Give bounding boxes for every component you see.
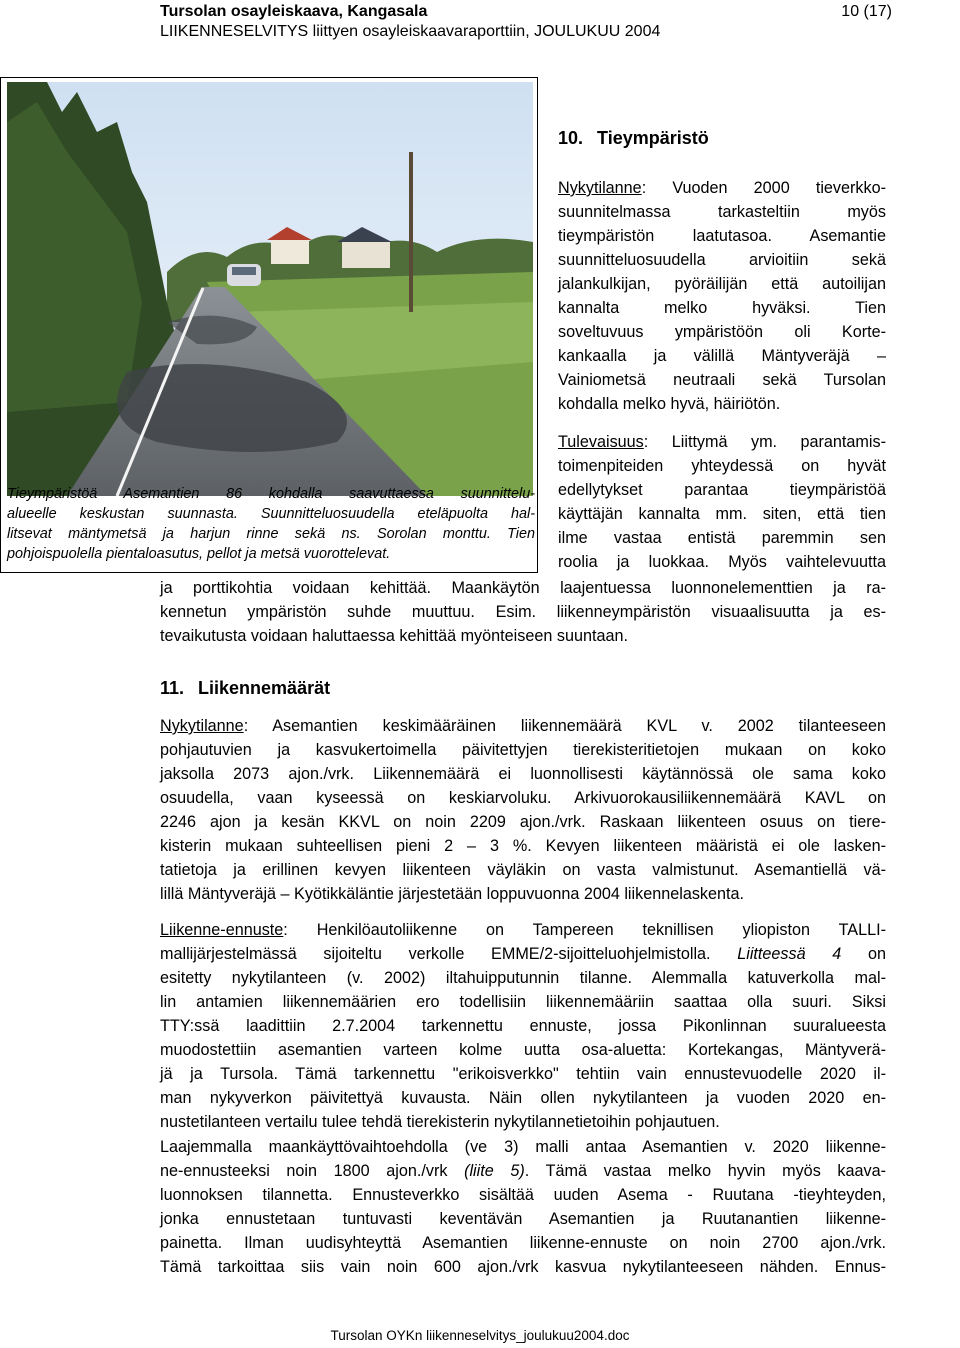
text-line: ne-ennusteeksi noin 1800 ajon./vrk [160, 1162, 465, 1180]
text-line: ja porttikohtia voidaan kehittää. Maankäytön laajentuessa luonnonelementtien ja ra- [160, 579, 886, 597]
figure-caption [7, 484, 535, 564]
text-line: suunnitteluosuudella arvioitiin sekä [558, 251, 886, 269]
text-line: toimenpiteiden yhteydessä on hyvät [558, 457, 886, 475]
text-line: Tämä tarkoittaa siis vain noin 600 ajon./vrk kasvua nykytilanteeseen nähden. Ennus- [160, 1258, 886, 1276]
text-line: painetta. Ilman uudisyhteyttä Asemantien liikenne-ennuste on noin 2700 ajon./vrk. [160, 1234, 886, 1252]
text-line: tieympäristön laatutasoa. Asemantie [558, 227, 886, 245]
section-10-nykytilanne [558, 176, 886, 416]
text-line: Laajemmalla maankäyttövaihtoehdolla (ve 3) malli antaa Asemantien v. 2020 liikenne- [160, 1138, 886, 1156]
text-line: soveltuvuus ympäristöön oli Korte- [558, 323, 886, 341]
ennuste-label: Liikenne-ennuste [160, 921, 284, 939]
appendix-reference: (liite 5) [464, 1162, 525, 1180]
text-line: TTY:ssä laadittiin 2.7.2004 tarkennettu ennuste, jossa Pikonlinnan suuralueesta [160, 1017, 886, 1035]
text-line: suunnitelmassa tarkasteltiin myös [558, 203, 886, 221]
text-line: lillä Mäntyveräjä – Kyötikkäläntie järjestetään loppuvuonna 2004 liikennelaskenta. [160, 885, 745, 903]
text-line: roolia ja luokkaa. Myös vaihtelevuutta [558, 553, 886, 571]
section-11-nykytilanne [160, 714, 886, 906]
text-line: jonka ennustetaan tuntuvasti keventävän Asemantien ja Ruutanantien liikenne- [160, 1210, 886, 1228]
text-line: jä ja Tursola. Tämä tarkennettu "erikoisverkko" tehtiin vain ennustevuodelle 2020 il- [160, 1065, 886, 1083]
text-line: käyttäjän kannalta mm. siten, että tien [558, 505, 886, 523]
text-line: mallijärjestelmässä sijoiteltu verkolle EMME/2-sijoitteluohjelmistolla. [160, 945, 738, 963]
caption-line: pohjoispuolella pientaloasutus, pellot ja metsä vuorottelevat. [7, 546, 391, 562]
text-line: osuudella, vaan kyseessä on keskiarvoluku. Arkivuorokausiliikennemäärä KAVL on [160, 789, 886, 807]
text-line: kannalta melko hyväksi. Tien [558, 299, 886, 317]
road-photo [7, 82, 533, 496]
text-line: lin antamien liikennemäärien ero todellisiin liikennemääriin saattaa olla suuri. Siksi [160, 993, 886, 1011]
text-line: . Tämä vastaa melko hyvin myös kaava- [524, 1162, 886, 1180]
text-line: man nykyverkon päivitettyä kuvausta. Näin ollen nykytilanteen ja vuoden 2020 en- [160, 1089, 886, 1107]
nykytilanne-label: Nykytilanne [558, 179, 642, 197]
figure-box [0, 77, 538, 573]
road-photo-illustration [7, 82, 533, 496]
text-line: esitetty nykytilanteen (v. 2002) iltahuipputunnin tilanne. Alemmalla katuverkolla mal- [160, 969, 886, 987]
text-line: : Asemantien keskimääräinen liikennemäärä KVL v. 2002 tilanteeseen [243, 717, 886, 735]
section-11-ennuste [160, 918, 886, 1134]
text-line: 2246 ajon ja kesän KKVL on noin 2209 ajon./vrk. Raskaan liikenteen osuus on tiere- [160, 813, 886, 831]
text-line: edellytykset parantaa tieympäristöä [558, 481, 886, 499]
text-line: luonnoksen tilannetta. Ennusteverkko sisältää uuden Asema - Ruutana -tieyhteyden, [160, 1186, 886, 1204]
text-line: nustetilanteen vertailu tulee tehdä tierekisterin nykytilannetietoihin pohjautuen. [160, 1113, 720, 1131]
page-footer: Tursolan OYKn liikenneselvitys_joulukuu2004.doc [330, 1328, 630, 1343]
page-number: 10 (17) [841, 3, 892, 20]
document-subtitle: LIIKENNESELVITYS liittyen osayleiskaavaraporttiin, JOULUKUU 2004 [160, 23, 661, 40]
tulevaisuus-label: Tulevaisuus [558, 433, 644, 451]
text-line: kohdalla melko hyvä, häiriötön. [558, 395, 781, 413]
text-line: ilme vastaa entistä paremmin sen [558, 529, 886, 547]
text-line: Vainiometsä neutraali sekä Tursolan [558, 371, 886, 389]
appendix-reference: Liitteessä 4 [737, 945, 842, 963]
section-11-number: 11. [160, 678, 185, 698]
text-line: jaksolla 2073 ajon./vrk. Liikennemäärä ei luonnollisesti käytännössä ole sama koko [160, 765, 886, 783]
text-line: tatietoja ja erillinen kevyen liikenteen väyläkin on vasta valmistunut. Asemantiellä vä- [160, 861, 886, 879]
text-line: : Vuoden 2000 tieverkko- [641, 179, 886, 197]
caption-line: alueelle keskustan suunnasta. Suunnitteluosuudella eteläpuolta hal- [7, 506, 535, 522]
caption-line: Tieympäristöä Asemantien 86 kohdalla saavuttaessa suunnittelu- [7, 486, 535, 502]
document-title: Tursolan osayleiskaava, Kangasala [160, 3, 428, 20]
text-line: tevaikutusta voidaan haluttaessa kehittää myönteiseen suuntaan. [160, 627, 628, 645]
section-11-heading [160, 678, 344, 699]
nykytilanne-label: Nykytilanne [160, 717, 244, 735]
section-10-title: Tieympäristö [597, 128, 709, 148]
section-10-tulevaisuus [558, 430, 886, 574]
text-line: muodostettiin asemantien varteen kolme uutta osa-aluetta: Kortekangas, Mäntyverä- [160, 1041, 886, 1059]
caption-line: litsevat mäntymetsä ja harjun rinne sekä ns. Sorolan monttu. Tien [7, 526, 535, 542]
page-header [160, 2, 660, 42]
text-line: kennetun ympäristön suhde muuttuu. Esim. liikenneympäristön visuaalisuutta ja es- [160, 603, 886, 621]
text-line: : Liittymä ym. parantamis- [643, 433, 886, 451]
text-line: : Henkilöautoliikenne on Tampereen teknillisen yliopiston TALLI- [283, 921, 886, 939]
section-10-heading [558, 128, 723, 149]
text-line: on [841, 945, 886, 963]
section-10-tulevaisuus-cont [160, 576, 886, 648]
section-10-number: 10. [558, 128, 584, 148]
section-11-title: Liikennemäärät [198, 678, 331, 698]
text-line: jalankulkijan, pyöräilijän että autoilijan [558, 275, 886, 293]
text-line: pohjautuvien ja kasvukertoimella päivitettyjen tierekisteritietojen mukaan on koko [160, 741, 886, 759]
text-line: kisterin mukaan suhteellisen pieni 2 – 3 %. Kevyen liikenteen määristä ei ole lasken- [160, 837, 886, 855]
text-line: kankaalla ja välillä Mäntyveräjä – [558, 347, 886, 365]
section-11-laajemmalla [160, 1135, 886, 1279]
